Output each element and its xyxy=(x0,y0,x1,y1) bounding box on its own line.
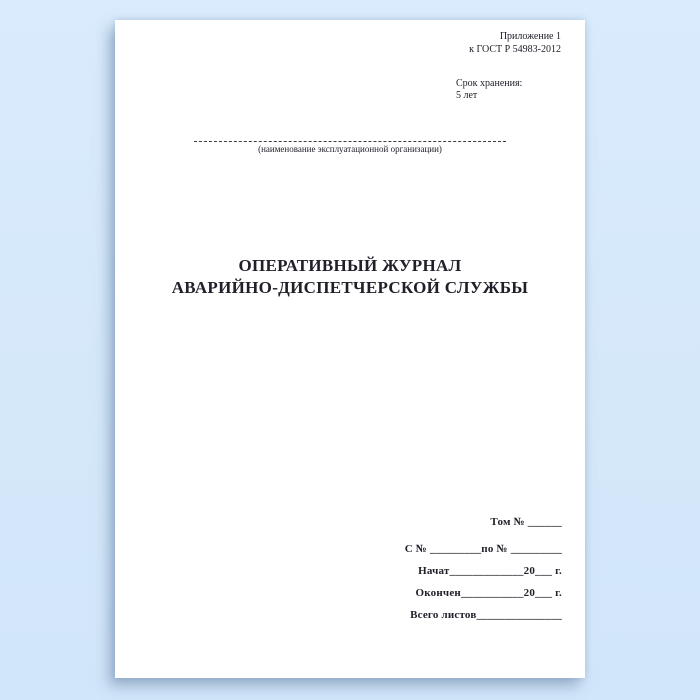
field-total-sheets: Всего листов_______________ xyxy=(410,609,562,621)
storage-period-value: 5 лет xyxy=(456,89,478,101)
document-title-line1: ОПЕРАТИВНЫЙ ЖУРНАЛ xyxy=(238,256,462,275)
organization-fill-line xyxy=(194,129,506,142)
document-title-line2: АВАРИЙНО-ДИСПЕТЧЕРСКОЙ СЛУЖБЫ xyxy=(171,278,529,297)
field-finished-date: Окончен___________20___ г. xyxy=(415,587,562,599)
storage-period-block xyxy=(456,78,522,101)
document-title xyxy=(115,255,585,299)
appendix-line1: Приложение 1 xyxy=(499,31,561,42)
appendix-line2: к ГОСТ Р 54983-2012 xyxy=(469,43,561,55)
organization-caption: (наименование эксплуатационной организации) xyxy=(258,144,442,154)
field-volume-number: Том № ______ xyxy=(490,516,562,528)
document-page xyxy=(115,20,585,678)
storage-period-label: Срок хранения: xyxy=(456,78,523,89)
field-started-date: Начат_____________20___ г. xyxy=(418,565,562,577)
appendix-note xyxy=(469,31,561,56)
field-number-range: С № _________по № _________ xyxy=(404,543,562,555)
organization-block xyxy=(115,129,585,154)
